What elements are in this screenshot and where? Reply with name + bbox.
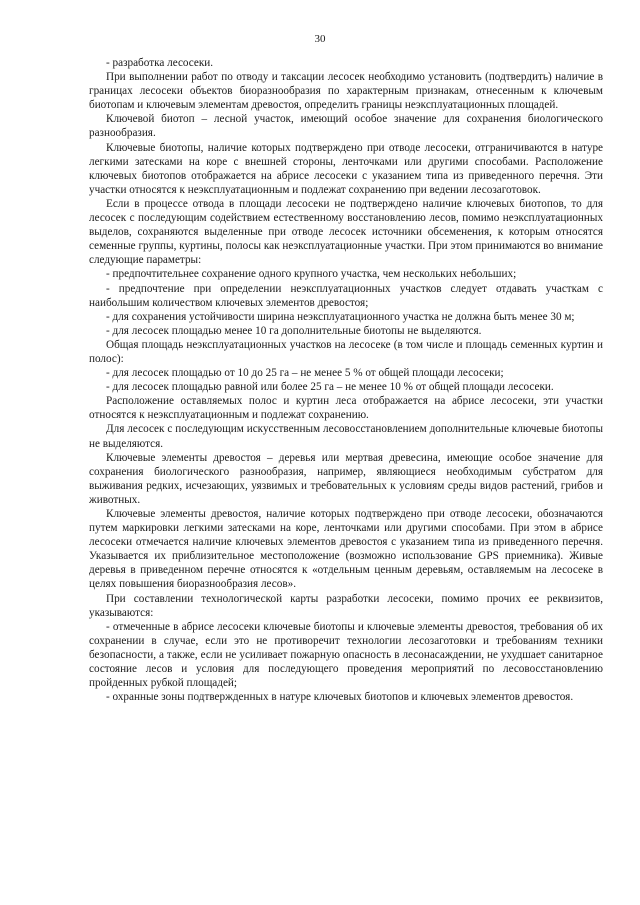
paragraph-11: При составлении технологической карты разработки лесосеки, помимо прочих ее реквизитов, указываются: (89, 592, 603, 619)
paragraph-2: При выполнении работ по отводу и таксации лесосек необходимо установить (подтвердить) наличие в границах лесосеки объектов биоразнообразия по характерным признакам, отнесенным к ключевым биотопам и ключевым элементам древостоя, определить границы неэксплуатационных площадей. (89, 71, 603, 112)
paragraph-5: Если в процессе отвода в площади лесосеки не подтверждено наличие ключевых биотопов, то для лесосек с последующим содействием естественному восстановлению лесов, помимо неэксплуатационных выделов, сохраняются выделенные при отводе лесосек источники обсеменения, к которым относятся семенные группы, куртины, полосы как неэксплуатационные участки. При этом принимаются во внимание следующие параметры: (89, 197, 603, 267)
paragraph-3: Ключевой биотоп – лесной участок, имеющий особое значение для сохранения биологического разнообразия. (89, 113, 603, 140)
list-item-1: - предпочтительнее сохранение одного крупного участка, чем нескольких небольших; (106, 268, 517, 281)
list-item-2: - предпочтение при определении неэксплуатационных участков следует отдавать участкам с наибольшим количеством ключевых элементов древостоя; (89, 282, 603, 309)
paragraph-4: Ключевые биотопы, наличие которых подтверждено при отводе лесосеки, отграничиваются в натуре легкими затесками на коре с внешней стороны, ленточками или другими способами. Расположение ключевых биотопов отображается на абрисе лесосеки с указанием типа из приведенного перечня. Эти участки относятся к неэксплуатационным и подлежат сохранению при ведении лесозаготовок. (89, 141, 603, 196)
list-item-8: - охранные зоны подтвержденных в натуре ключевых биотопов и ключевых элементов древостоя. (106, 691, 574, 704)
paragraph-8: Для лесосек с последующим искусственным лесовосстановлением дополнительные ключевые биотопы не выделяются. (89, 423, 603, 450)
list-item-6: - для лесосек площадью равной или более 25 га – не менее 10 % от общей площади лесосеки. (106, 381, 554, 394)
list-item-5: - для лесосек площадью от 10 до 25 га – не менее 5 % от общей площади лесосеки; (106, 367, 504, 380)
paragraph-1: - разработка лесосеки. (106, 57, 214, 69)
list-item-4: - для лесосек площадью менее 10 га дополнительные биотопы не выделяются. (106, 324, 482, 337)
list-item-3: - для сохранения устойчивости ширина неэксплуатационного участка не должна быть менее 30 м; (106, 310, 575, 323)
document-body (89, 56, 603, 704)
page-number: 30 (314, 33, 326, 45)
paragraph-6: Общая площадь неэксплуатационных участков на лесосеке (в том числе и площадь семенных куртин и полос): (89, 338, 603, 365)
paragraph-9: Ключевые элементы древостоя – деревья или мертвая древесина, имеющие особое значение для сохранения биологического разнообразия, например, являющиеся необходимым субстратом для выживания редких, исчезающих, уязвимых и требовательных к условиям среды видов растений, грибов и животных. (89, 451, 603, 506)
paragraph-10: Ключевые элементы древостоя, наличие которых подтверждено при отводе лесосеки, обозначаются путем маркировки легкими затесками на коре, ленточками или другими способами. При этом в абрисе лесосеки отмечается наличие ключевых элементов древостоя с указанием типа из приведенного перечня. Указывается их приблизительное местоположение (возможно использование GPS приемника). Живые деревья в приведенном перечне относятся к «отдельным ценным деревьям, оставляемым на лесосеке в целях повышения биоразнообразия лесов». (89, 508, 603, 591)
list-item-7: - отмеченные в абрисе лесосеки ключевые биотопы и ключевые элементы древостоя, требования об их сохранении в случае, если это не противоречит технологии лесозаготовки и требованиям техники безопасности, а также, если не усиливает пожарную опасность в лесонасаждении, не ухудшает санитарное состояние лесов и условия для последующего проведения мероприятий по лесовосстановлению пройденных рубкой площадей; (89, 620, 603, 690)
paragraph-7: Расположение оставляемых полос и куртин леса отображается на абрисе лесосеки, эти участки относятся к неэксплуатационным и подлежат сохранению. (89, 395, 603, 422)
